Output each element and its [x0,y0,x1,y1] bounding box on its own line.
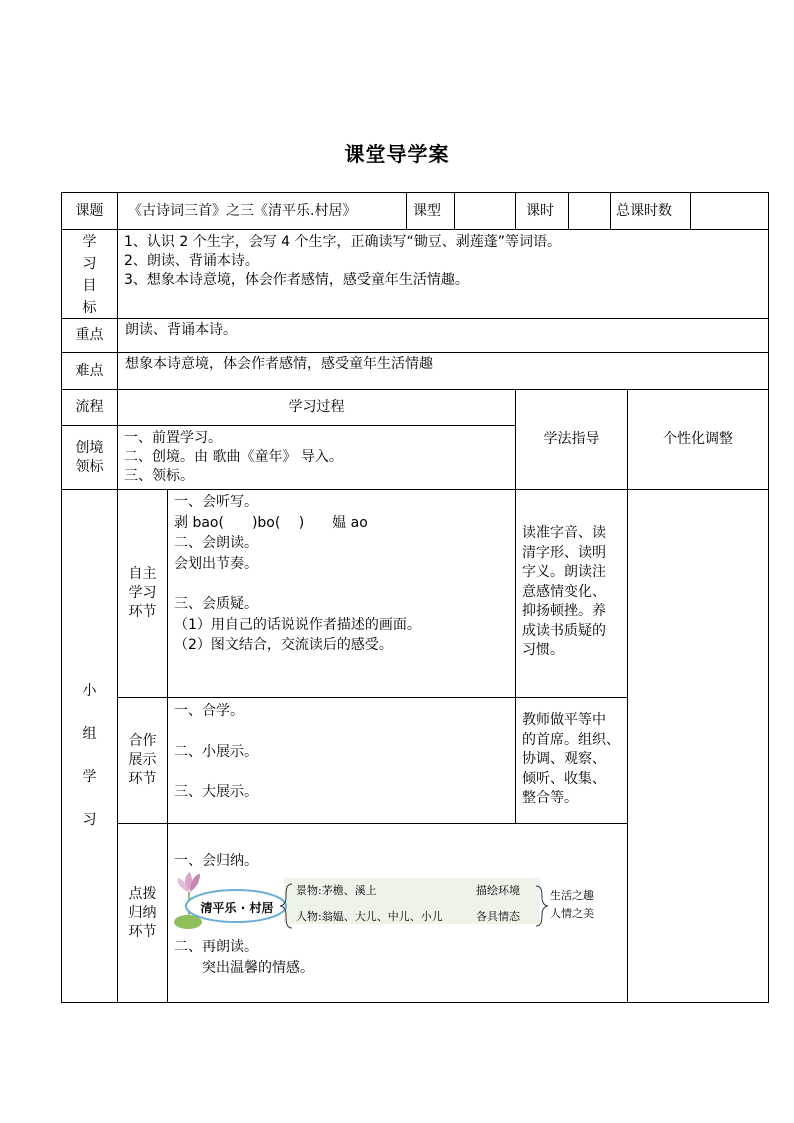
diagram-right1: 生活之趣 [550,889,594,902]
goal-item: 2、朗读、背诵本诗。 [124,253,259,269]
cooperation-method: 教师做平等中 的首席。组织、 协调、观察、 倾听、收集、 整合等。 [522,712,620,806]
key-point-label: 重点 [75,327,104,343]
label-topic: 课题 [75,202,104,219]
intro-line: 二、创境。由 歌曲《童年》 导入。 [124,449,343,465]
diagram-row1: 景物:茅檐、溪上 [296,884,377,897]
page-title: 课堂导学案 [344,142,450,166]
group-study-label: 小 组 学 习 [82,683,97,828]
self-study-label: 自主 学习 环节 [128,566,157,620]
label-lesson-type: 课型 [413,202,441,219]
intro-line: 三、领标。 [124,468,194,484]
topic-value: 《古诗词三首》之三《清平乐.村居》 [128,202,357,219]
flow-header: 流程 [75,399,104,415]
diagram-right2: 人情之美 [550,907,594,920]
goal-item: 3、想象本诗意境，体会作者感情，感受童年生活情趣。 [124,272,469,288]
key-point-text: 朗读、背诵本诗。 [125,322,237,338]
self-study-content: 一、会听写。 剥 bao( )bo( ) 媪 ao 二、会朗读。 会划出节奏。 三、会质疑。 （1）用自己的话说说作者描述的画面。 （2）图文结合，交流读后的感受。 [174,494,421,653]
summary-bottom: 二、再朗读。 突出温馨的情感。 [174,939,314,976]
label-period: 课时 [526,202,554,219]
intro-label: 创境 领标 [75,439,104,475]
personal-header: 个性化调整 [663,431,733,447]
cooperation-content: 一、合学。 二、小展示。 三、大展示。 [174,703,258,800]
diagram-mid1: 描绘环境 [476,884,520,897]
self-study-method: 读准字音、读 清字形、读明 字义。朗读注 意感情变化、 抑扬顿挫。养 成读书质疑的 习惯。 [522,525,606,658]
intro-line: 一、前置学习。 [124,430,222,446]
goal-item: 1、认识 2 个生字，会写 4 个生字，正确读写“锄豆、剥莲蓬”等词语。 [124,234,562,250]
diagram-center: 清平乐 · 村居 [200,901,274,915]
diagram-row2: 人物:翁媪、大儿、中儿、小儿 [296,910,443,923]
summary-top: 一、会归纳。 [174,853,258,869]
cooperation-label: 合作 展示 环节 [128,733,157,787]
method-header: 学法指导 [543,431,600,447]
summary-diagram [174,870,614,934]
goals-label: 学 习 目 标 [82,234,97,316]
intro-lines [124,429,514,486]
diagram-mid2: 各具情态 [476,910,520,923]
difficulty-text: 想象本诗意境，体会作者感情，感受童年生活情趣 [125,356,433,372]
label-total-periods: 总课时数 [616,202,672,219]
difficulty-label: 难点 [75,362,104,379]
summary-label: 点拨 归纳 环节 [128,885,157,940]
goals-list [124,233,764,290]
process-header: 学习过程 [288,399,345,415]
